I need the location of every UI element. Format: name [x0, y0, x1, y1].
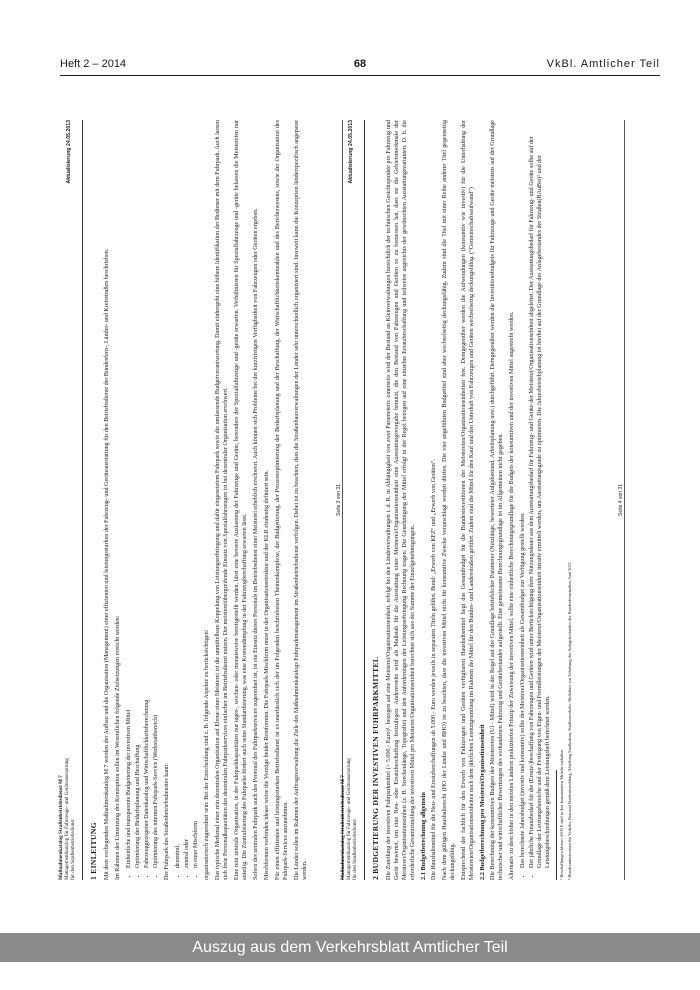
- page-separator: [624, 120, 625, 880]
- catalog-subtitle: Managementkatalog für Fahrzeuge- und Geräteausstattung: [64, 758, 70, 880]
- paragraph: Entsprechend der fachlich für den Erwerb von Fahrzeugen und Geräten verfügbaren Haushaltsmittel liegt das Gesamtbudget für die Bundesinvestitionen der Meistereien/Organisationseinheiten fest. Demgegenüber werden die Aufwendungen (konsumtiv wie investiv) für die Unterhaltung der Meistereien/Organisationseinheiten nach dem jährlichen Leistungsumfang im Rahmen der Mittel für den Bundes- und Landesstraßen geführt. Zudem sind die Mittel für den Kauf und den Unterhalt von Fahrzeugen und Geräten wechselseitig deckungsfähig. (“Gemeinschaftsaufwand”): [461, 120, 475, 880]
- subsection-heading: 2.2 Budgetberechnung pro Meisterei/Organisationseinheit: [479, 724, 486, 880]
- paragraph: Die Berechnung der konsumtiven Budgets der Meistereien (Ul - Mittel) wird in der Regel auf der Grundlage betrieblicher Parameter (Netzlänge, bewerteter Aufgabestand, Arbeitsplanung usw.) durchgeführt. Demgegenüber werden die Investitionsbudgets für Fahrzeuge und Geräte meistens auf der Grundlage technischer und wirtschaftlicher Bewertungen des vorhandenen Fahrzeug und Gerätebestandes aufgestellt. Eine gemeinsame Berechnungsgrundlage ist im Allgemeinen nicht gegeben.: [490, 120, 504, 880]
- issue-label: Heft 2 – 2014: [60, 58, 127, 70]
- page-header: [60, 58, 660, 76]
- paragraph: Die Haushaltsmittel für die Neu- und Ersatzbeschaffungen ab 5.000,- Euro werden jeweils in separaten Titeln geführt. Bund: „Erwerb von KFZ“ und „Erwerb von Geräten“.: [431, 458, 437, 880]
- page-3-footer: Seite 3 von 31: [336, 484, 342, 516]
- catalog-subtitle-2: für den Straßenbetriebsdienst: [70, 819, 76, 880]
- catalog-title: Maßnahmenkatalog Straßenbetriebsdienst M 7: [58, 775, 64, 880]
- page-4-head: [340, 120, 364, 880]
- catalog-subtitle-2: für den Straßenbetriebsdienst: [352, 819, 358, 880]
- footer-band: Auszug aus dem Verkehrsblatt Amtlicher Teil: [0, 933, 700, 962]
- list-item: • Fahrzeuggezogener Datenkatalog und Wirtschaftlichkeitsberechnung: [143, 120, 151, 868]
- page-4-body: [370, 120, 615, 880]
- section-heading: 1 EINLEITUNG: [89, 822, 98, 880]
- paragraph: Mischformen verbinden ideaer weise die Vorzüge beider Reinformen. Die Fuhrpark-Mischform muss in der Organisationsstruktur und der KLR eindeutig definiert sein.: [264, 469, 270, 880]
- paragraph: Der Fuhrpark des Straßenbetriebsdienstes kann:: [164, 763, 170, 880]
- list-item: • zentral oder: [183, 120, 191, 868]
- update-date: Aktualisierung 24.05.2013: [66, 120, 72, 184]
- paragraph: organisatorisch zugeordnet sein: Bei der Entscheidung sind z. B. folgende Aspekte zu berücksichtigen:: [204, 629, 210, 880]
- section-heading: 2 BUDGETIERUNG DER INVESTIVEN FUHRPARKMITTEL: [371, 656, 380, 880]
- rotated-page-3: [58, 120, 353, 880]
- paragraph: Sofern des zentralen Fuhrpark auch des Personal des Fuhrparkservices zugeordnet ist, ist ein Einsatz dieses Personals im Betriebsdienst einer Meisterei erheblich erschwert. Auch können sich Probleme bei der kurzfristigen Verfügbarkeit von Fahrzeugen oder Geräten ergeben.: [253, 208, 259, 880]
- list-item: • Optimierung des internen Fuhrpark-Service (Werkstattbereich): [152, 120, 160, 868]
- paragraph: Mit dem vorliegenden Maßnahmenkatalog M 7 werden der Aufbau und die Organisation (Management) einer effizienten und leistungsstarken der Fahrzeug- und Geräteausstattung für den Betriebsdienst der Bundesfern-, Länder- und Kreisstraßen beschrieben.: [104, 248, 110, 880]
- paragraph: Nach dem gültigen Haushaltsrecht (HO der Länder und BHO) ist zu beachten, dass die investiven Mittel nicht für konsumtive Zwecke veranschlagt werden dürfen. Die vier angeführten Budgettitel sind aber wechselseitig deckungsfähig. Zudem sind die Titel mit einer Reihe anderer Titel gegenseitig deckungsfähig.: [442, 120, 456, 880]
- catalog-subtitle: Managementkatalog für Fahrzeuge- und Geräteausstattung: [346, 758, 352, 880]
- list-item: • dezentral,: [174, 120, 182, 868]
- budget-bullets: [519, 120, 552, 880]
- head-rule: [82, 120, 83, 880]
- catalog-title: Maßnahmenkatalog Straßenbetriebsdienst M 7: [340, 775, 346, 880]
- goals-list: [125, 120, 160, 880]
- page-3-body: [88, 120, 333, 880]
- footnote: ² Bundesministerium für Verkehr, Bau und Stadtentwicklung, Abteilung Straßenbau, Straßenverkehr: Richtlinie zur Erhebung des Anlagebestandes der Bundesfernstraßen, Juni 2011: [567, 562, 573, 880]
- paragraph: Im Rahmen der Umsetzung der Konzeption sollen im Wesentlichen folgende Zielsetzungen erreicht werden:: [115, 615, 121, 880]
- paragraph: Eine rein zentrale Organisation, in der Fuhrparkkapazitäten nur tages-, wochen- oder monatsweise bereitgestellt werden, lässt eine bessere Auslastung der Fahrzeuge und Geräte, besonders der Spezialfahrzeuge und -geräte erwarten. Verhältnissen für Spezialfahrzeuge und -geräte belassen die Meistereien nur anteilig. Die Zentralisierung des Fuhrparks fördert auch seine Standardisierung, was eine Kostendämpfung in der Fahrzeugbeschaffung erwarten lässt.: [234, 120, 248, 880]
- page-number: 68: [353, 58, 367, 70]
- footnote: ¹ Beschaffungen kleiner 5000 € sind in den konsumtiven Mitteln enthalten: [559, 749, 564, 880]
- page-3-head: [58, 120, 82, 880]
- journal-label: VkBl. Amtlicher Teil: [546, 58, 660, 70]
- paragraph: Die Zuteilung der investiven Fuhrparkmittel (> 5.000,- Euro)¹, bezogen auf eine Meisterei/Organisationseinheit, erfolgt bei den Länderverwaltungen i. d. R. in Abhängigkeit von zwei Parametern: einerseits wird der Bestand an Kleinverwaltungen hinsichtlich der technischen Gesichtspunkte pro Fahrzeug und Gerät bewertet, um eine Neu- oder Ersatzbeschaffung festzulegen. Andererseits wird als Maßstab für die Ausstattung einer Meisterei/Organisationseinheit eine Ausstattungsvorgabe benutzt, die den Bestand von Fahrzeugen und Geräten so zu bemessen hat, dass sie die Gebietsmerkmale der Meisterei/Organisationseinheit (z. B. Streckenlänge, Topografie) und den Anforderungen der Leistungserbringung Rechnung tragen. Die Genehmigung der Mittel erfolgt in der Regel bezogen auf eine einzelne Ersatzbeschaffung und teilweise angesichts der gewünschten Ausstattungsvarianten. D. h. die erforderliche Gesamtzuteilung der investiven Mittel pro Meisterei/Organisationseinheit berechnet sich aus der Summe der Einzelgenehmigungen.: [386, 120, 416, 880]
- paragraph: Für einen effizienten und leistungsstarken Betriebsdienst ist es unerlässlich sich der im Folgenden beschriebenen Themenkomplexe, der Budgetierung, der Prozessoptimierung der Bedarfsplanung und der Beschaffung, der Wirtschaftlichkeitskennzahlen und des Berichtswesens, sowie der Organisation des Fuhrpark-Services anzunehmen.: [275, 120, 289, 880]
- list-item: • Das berechnete Jahresbudget (investiv und konsumtiv) sollte der Meisterei/Organisationseinheit als Gesamtbudget zur Verfügung gestellt werden.: [519, 120, 527, 868]
- paragraph: Das typische Merkmal einer rein dezentralen Organisation auf Ebene einer Meisterei ist die unmittelbare Koppelung von Leistungserbringung und dafür eingesetztem Fuhrpark sowie die umfassende Budgetverantwortung. Damit einhergeht eine höhere Identifikation der Bediener mit dem Fuhrpark. Auch lassen sich freie Personalkapazitäten des dezentralen Fuhrparkservices einfacher im Betriebsdienst nutzen. Der meistereiübergreifende Einsatz von Spezialfahrzeugen ist bei dezentraler Organisation erschwert.: [215, 120, 229, 880]
- update-date: Aktualisierung 24.05.2013: [348, 120, 354, 184]
- subsection-heading: 2.1 Budgetberechnung allgemein: [420, 792, 427, 880]
- list-item: • Einheitliche und transparente Budgetierung der investiven Mittel: [125, 120, 133, 868]
- head-rule: [364, 120, 365, 880]
- header-rule: [60, 75, 660, 76]
- org-options-list: [174, 120, 200, 880]
- list-item: • Der jährliche Finanzbedarf für die (Ersatz-)beschaffung von Fahrzeugen und Geräten wird unter Berücksichtigung ihrer Nutzungsdauer aus dem Ausstattungsbedarf für Fahrzeug- und Geräte der Meisterei/Organisationseinheit abgeleitet. Der Ausstattungsbedarf für Fahrzeug- und Geräte sollte auf der Grundlage der Leistungsbereiche und der Festlegung von Eigen- und Fremdleistungen der Meisterei/Organisationseinheit iterativ ermittelt werden, um Ausstattungsgrade zu optimieren. Die Jahresbetriebplanung ist hierbei auf der Grundlage des Anlagebestandes der Straßen(BAuBst)² und der Leistungsbeschreibungen gemäß dem Leistungsheft berechnet werden.: [528, 120, 552, 868]
- rotated-page-4: [340, 120, 635, 880]
- page-4-footer: Seite 4 von 31: [618, 484, 624, 516]
- list-item: • Optimierung der Bedarfsplanung und Beschaffung: [134, 120, 142, 868]
- paragraph: Die Länder sollen im Rahmen der Auftragsverwaltung die Ziele des Maßnahmenkatalogs Fuhrparkmanagement im Straßenbetriebsdienst verfolgen. Dabei ist zu beachten, dass die Straßenbauverwaltungen der Länder sehr unterschiedlich organisiert sind. Insoweit kann die Konzeption länderspezifisch angepasst werden.: [294, 120, 308, 880]
- list-item: • in einer Mischform: [192, 120, 200, 868]
- footnote-rule: [556, 770, 557, 880]
- paragraph: Alternativ zu dem bisher in den meisten Ländern praktizierten Prinzip der Zuweisung der investiven Mittel, sollte eine einheitliche Berechnungsgrundlage für die Budgets der konsumtiven und der investiven Mittel angestrebt werden.: [509, 311, 515, 880]
